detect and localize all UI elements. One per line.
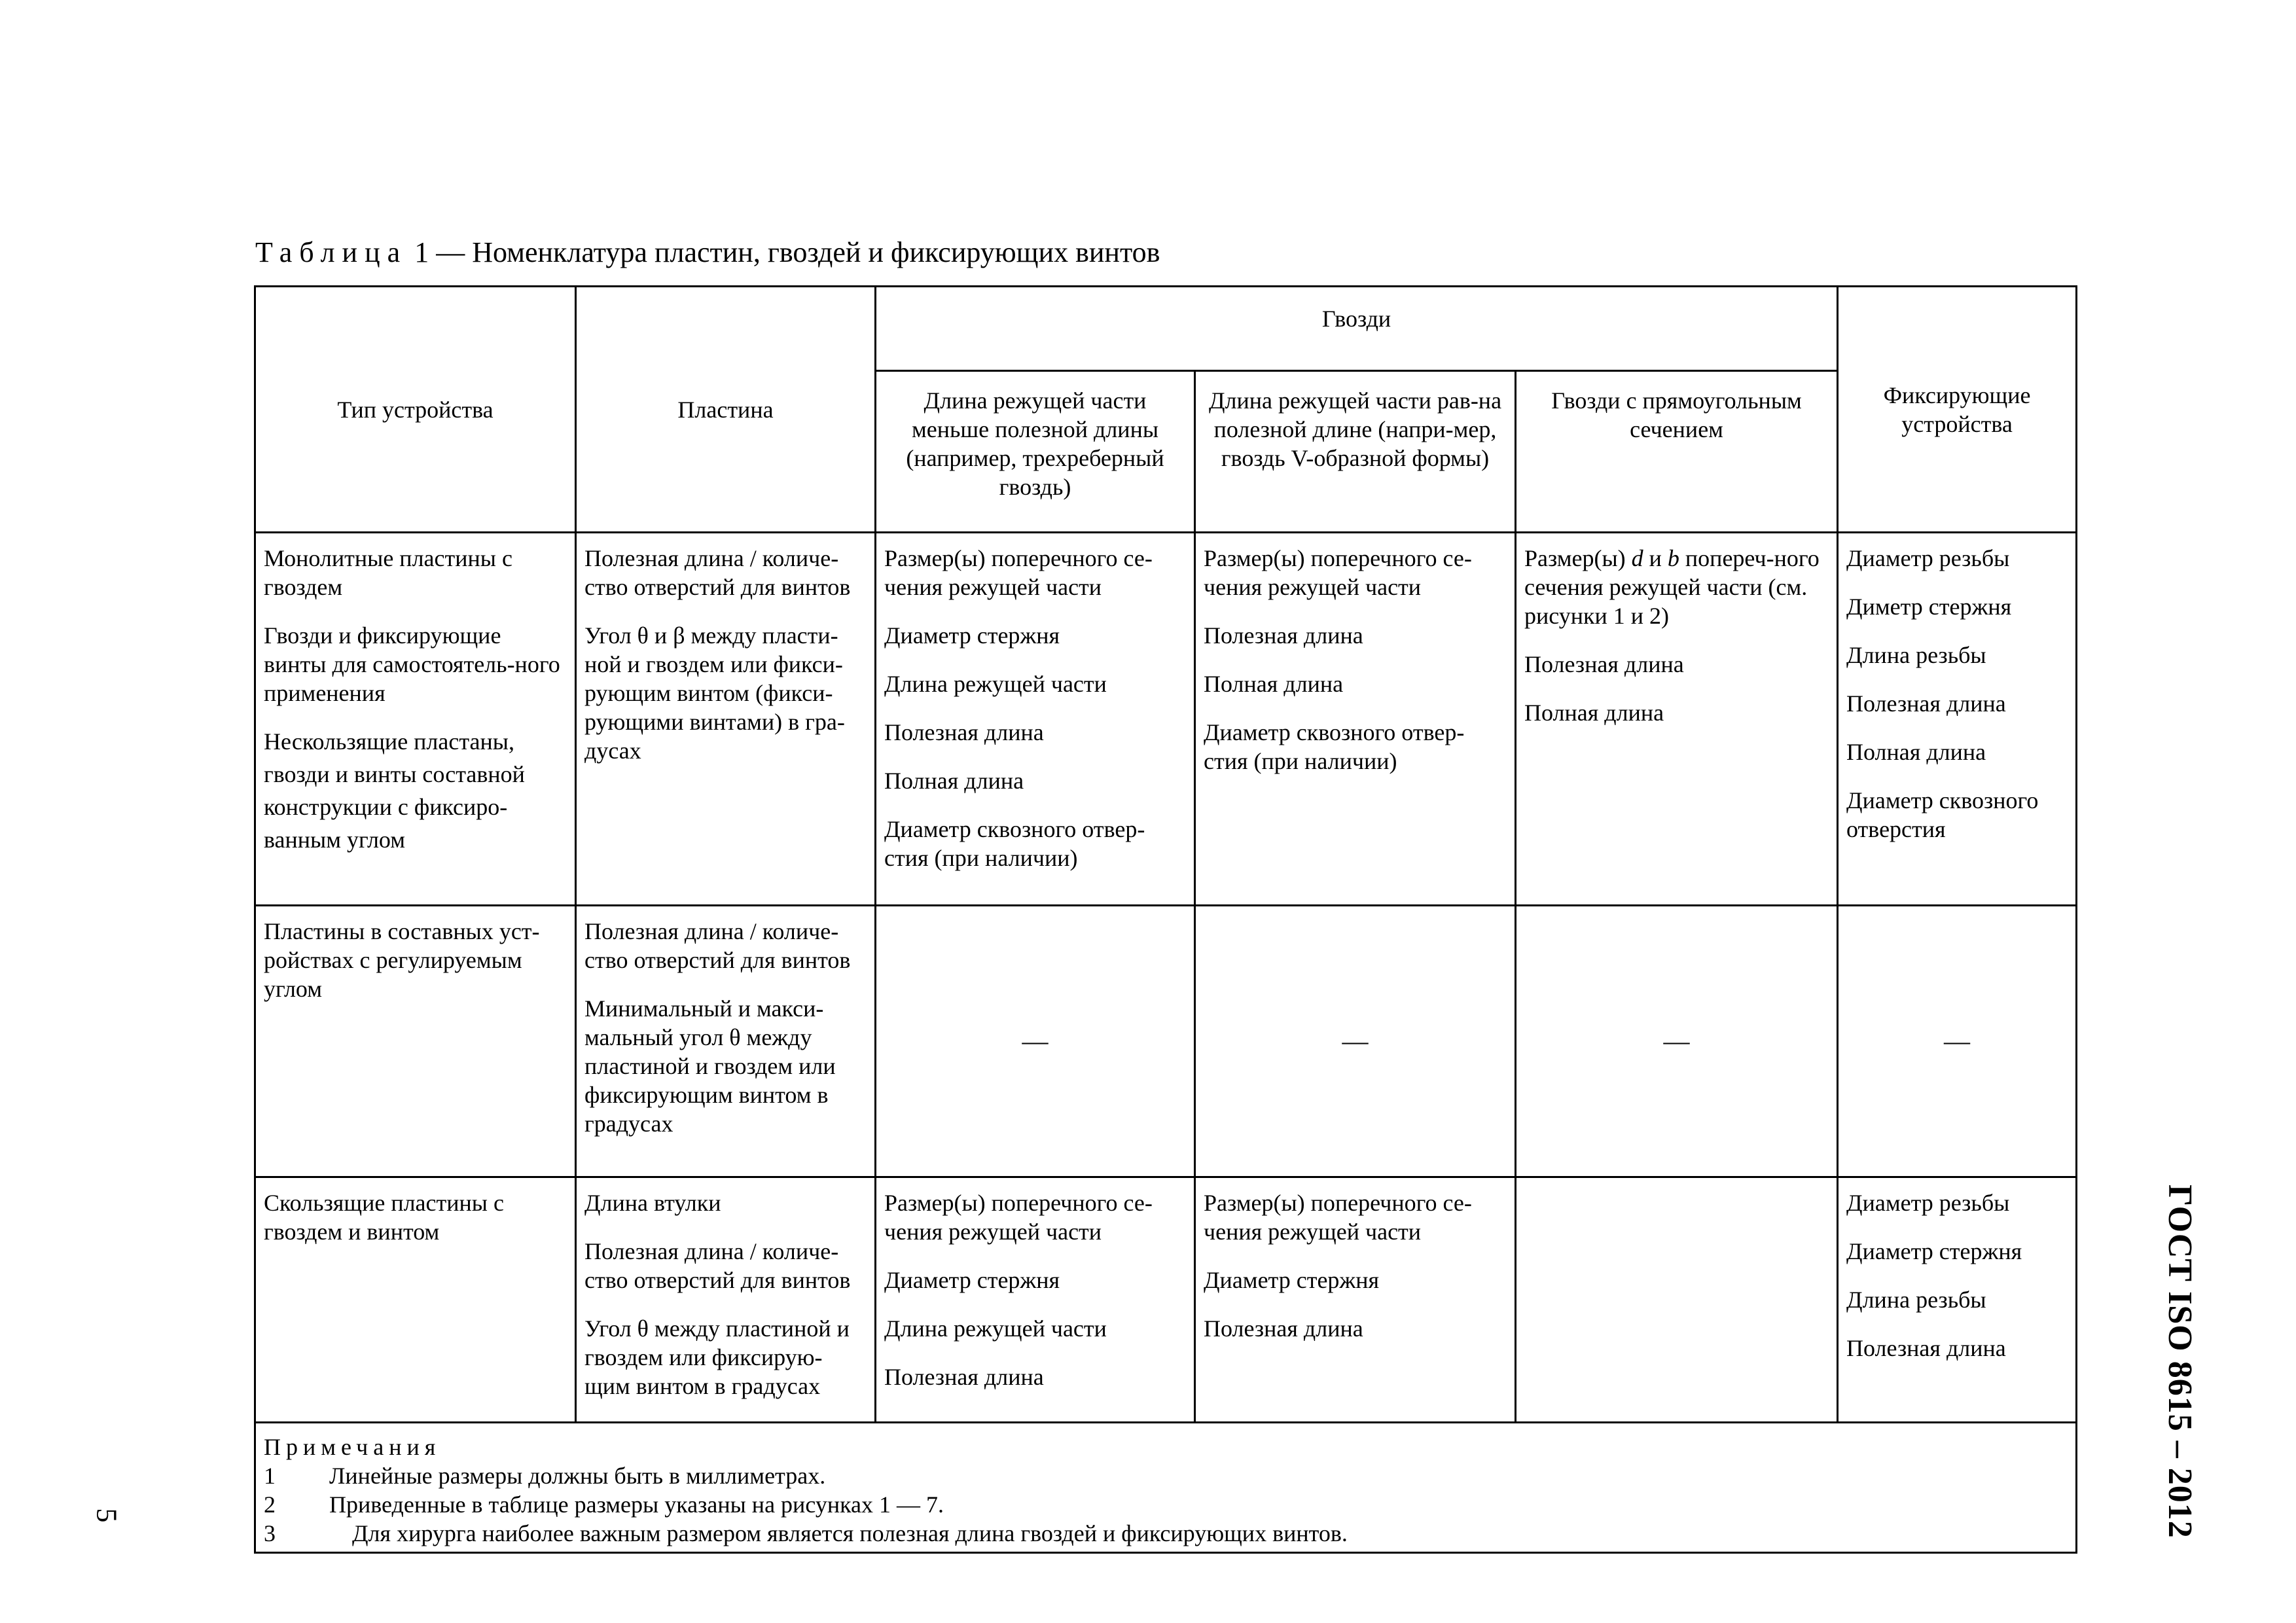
- row1-fixing-line: Диаметр резьбы: [1846, 545, 2010, 571]
- row1-nail-c-line: Полная длина: [1524, 700, 1664, 726]
- row1-device-type-line: Монолитные пластины с гвоздем: [264, 545, 512, 600]
- row2-fixing-dash: —: [1838, 906, 2077, 1177]
- row1-nail-c-dimensions: [1524, 544, 1829, 630]
- row1-plate-line: Полезная длина / количе-ство отверстий для винтов: [584, 545, 851, 600]
- row3-plate: [576, 1177, 876, 1423]
- row3-nail-b-line: Полезная длина: [1204, 1315, 1363, 1342]
- row3-plate-line: Полезная длина / количе-ство отверстий для винтов: [584, 1238, 851, 1293]
- row3-device-type: [255, 1177, 576, 1423]
- row3-nail-b-line: Диаметр стержня: [1204, 1267, 1380, 1293]
- note-text: Линейные размеры должны быть в миллиметрах.: [329, 1463, 826, 1489]
- table-row: [255, 533, 2077, 906]
- row3-plate-line: Угол θ между пластиной и гвоздем или фиксирую-щим винтом в градусах: [584, 1315, 850, 1399]
- row1-nail-b: [1195, 533, 1516, 906]
- symbol-d: d: [1631, 545, 1643, 571]
- symbol-b: b: [1667, 545, 1679, 571]
- nomenclature-table-wrap: [254, 285, 2075, 1554]
- row3-device-type-line: Скользящие пластины с гвоздем и винтом: [264, 1190, 504, 1245]
- page-number: 5: [90, 1508, 123, 1523]
- row1-fixing-line: Полная длина: [1846, 739, 1986, 765]
- row2-device-type: [255, 906, 576, 1177]
- row1-device-type-line: гвозди и винты составной: [264, 761, 525, 787]
- note-number: 2: [264, 1491, 276, 1518]
- note-item: [264, 1490, 2068, 1519]
- note-number: 1: [264, 1463, 276, 1489]
- row3-nail-a-line: Диаметр стержня: [884, 1267, 1060, 1293]
- row1-fixing-line: Длина резьбы: [1846, 642, 1986, 668]
- row1-fixing-line: Полезная длина: [1846, 690, 2006, 717]
- row1-fixing: [1838, 533, 2077, 906]
- header-nails-sub-2: Длина режущей части рав-на полезной длине (напри-мер, гвоздь V-образной формы): [1195, 371, 1516, 533]
- row1-nail-c-rest: попереч-ного сечения режущей части (см. рисунки 1 и 2): [1524, 545, 1820, 629]
- row2-plate-line: Минимальный и макси-мальный угол θ между пластиной и гвоздем или фиксирующим винтом в градусах: [584, 995, 836, 1137]
- row1-nail-b-line: Диаметр сквозного отвер-стия (при наличии): [1204, 719, 1465, 774]
- row1-device-type-line: Гвозди и фиксирующие винты для самостоятель-ного применения: [264, 622, 560, 706]
- note-item: [264, 1461, 2068, 1490]
- row2-plate: [576, 906, 876, 1177]
- row1-plate: [576, 533, 876, 906]
- row1-device-type-line: ванным углом: [264, 827, 405, 853]
- header-nails: Гвозди: [876, 287, 1838, 371]
- row3-nail-a-line: Размер(ы) поперечного се-чения режущей части: [884, 1190, 1153, 1245]
- row1-nail-a-line: Длина режущей части: [884, 671, 1107, 697]
- standard-designation: ГОСТ ISO 8615 – 2012: [2161, 1185, 2198, 1539]
- row3-fixing: [1838, 1177, 2077, 1423]
- row3-plate-line: Длина втулки: [584, 1190, 721, 1216]
- note-item: [264, 1519, 2068, 1548]
- row1-nail-a-line: Полная длина: [884, 768, 1024, 794]
- header-device-type: Тип устройства: [255, 287, 576, 533]
- row1-fixing-line: Диметр стержня: [1846, 594, 2012, 620]
- row3-nail-a-line: Полезная длина: [884, 1364, 1044, 1390]
- caption-title: Номенклатура пластин, гвоздей и фиксирующих винтов: [472, 236, 1160, 268]
- table-row: [255, 906, 2077, 1177]
- header-plate: Пластина: [576, 287, 876, 533]
- table-caption: [255, 234, 1160, 271]
- row3-nail-a: [876, 1177, 1195, 1423]
- row3-fixing-line: Полезная длина: [1846, 1335, 2006, 1361]
- row3-nail-a-line: Длина режущей части: [884, 1315, 1107, 1342]
- table-row: [255, 1177, 2077, 1423]
- row2-nail-c-dash: —: [1516, 906, 1838, 1177]
- row3-fixing-line: Диаметр резьбы: [1846, 1190, 2010, 1216]
- row1-nail-a-line: Диаметр стержня: [884, 622, 1060, 649]
- row1-nail-a-line: Размер(ы) поперечного се-чения режущей части: [884, 545, 1153, 600]
- row1-nail-a-line: Диаметр сквозного отвер-стия (при наличии): [884, 816, 1145, 871]
- row1-nail-c-line: Полезная длина: [1524, 651, 1684, 677]
- header-nails-sub-3: Гвозди с прямоугольным сечением: [1516, 371, 1838, 533]
- row2-device-type-line: Пластины в составных уст-ройствах с регулируемым углом: [264, 918, 540, 1002]
- caption-dash: —: [436, 236, 465, 268]
- header-nails-sub-1: Длина режущей части меньше полезной длины (например, трехреберный гвоздь): [876, 371, 1195, 533]
- row3-nail-b: [1195, 1177, 1516, 1423]
- row1-nail-b-line: Полезная длина: [1204, 622, 1363, 649]
- row1-nail-b-line: Полная длина: [1204, 671, 1344, 697]
- row3-nail-c-empty: [1516, 1177, 1838, 1423]
- row2-nail-a-dash: —: [876, 906, 1195, 1177]
- row1-fixing-line: Диаметр сквозного отверстия: [1846, 787, 2039, 842]
- note-text: Приведенные в таблице размеры указаны на рисунках 1 — 7.: [329, 1491, 944, 1518]
- row1-device-type: [255, 533, 576, 906]
- caption-number: 1: [414, 236, 429, 268]
- row2-nail-b-dash: —: [1195, 906, 1516, 1177]
- notes-cell: [255, 1423, 2077, 1553]
- row3-fixing-line: Диаметр стержня: [1846, 1238, 2022, 1264]
- row1-nail-a-line: Полезная длина: [884, 719, 1044, 745]
- note-number: 3: [264, 1520, 276, 1546]
- row1-nail-c-and: и: [1649, 545, 1662, 571]
- row1-plate-line: Угол θ и β между пласти-ной и гвоздем или фикси-рующим винтом (фикси-рующими винтами) в гра-дусах: [584, 622, 845, 764]
- note-text: Для хирурга наиболее важным размером является полезная длина гвоздей и фиксирующих винтов.: [352, 1520, 1348, 1546]
- row1-nail-a: [876, 533, 1195, 906]
- row1-nail-b-line: Размер(ы) поперечного се-чения режущей части: [1204, 545, 1472, 600]
- notes-title: Примечания: [264, 1434, 441, 1460]
- row1-device-type-line: Нескользящие пластаны,: [264, 728, 514, 755]
- row2-plate-line: Полезная длина / количе-ство отверстий для винтов: [584, 918, 851, 973]
- caption-label: Таблица: [255, 236, 408, 268]
- row1-nail-c: [1516, 533, 1838, 906]
- nomenclature-table: [254, 285, 2077, 1554]
- row3-nail-b-line: Размер(ы) поперечного се-чения режущей части: [1204, 1190, 1472, 1245]
- row3-fixing-line: Длина резьбы: [1846, 1287, 1986, 1313]
- notes-row: [255, 1423, 2077, 1553]
- row1-device-type-line: конструкции с фиксиро-: [264, 794, 508, 820]
- header-fixing: Фиксирующие устройства: [1838, 287, 2077, 533]
- row1-nail-c-intro: Размер(ы): [1524, 545, 1626, 571]
